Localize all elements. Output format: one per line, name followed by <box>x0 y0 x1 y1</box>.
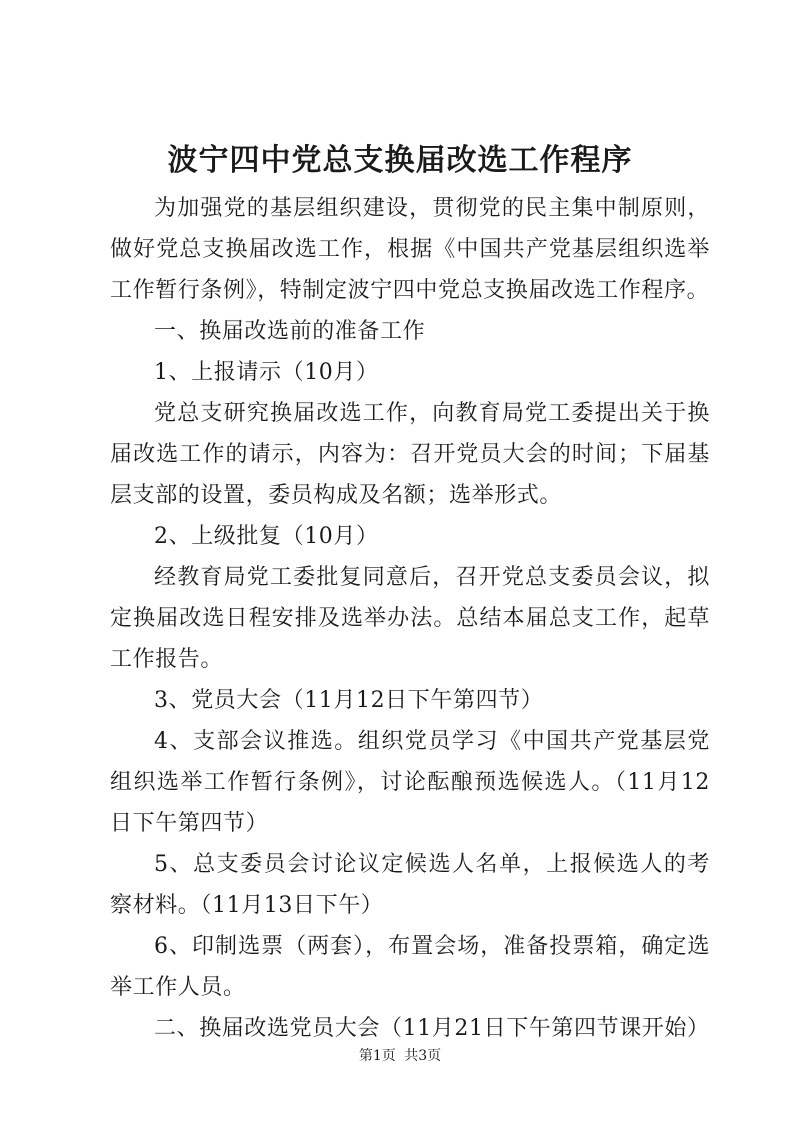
document-title: 波宁四中党总支换届改选工作程序 <box>167 143 633 178</box>
page-footer <box>0 1046 800 1066</box>
item-branch-meeting: 4、支部会议推选。组织党员学习《中国共产党基层党组织选举工作暂行条例》，讨论酝酿预选候选人。（11月12日下午第四节） <box>110 729 710 836</box>
item-heading-approval: 2、上级批复（10月） <box>154 524 379 549</box>
page-total: 共3页 <box>404 1048 442 1064</box>
section-heading-election-meeting: 二、换届改选党员大会（11月21日下午第四节课开始） <box>154 1016 710 1041</box>
document-body <box>110 188 710 1049</box>
paragraph-approval: 经教育局党工委批复同意后，召开党总支委员会议，拟定换届改选日程安排及选举办法。总结本届总支工作，起草工作报告。 <box>110 565 710 672</box>
section-heading-preparation: 一、换届改选前的准备工作 <box>154 319 426 344</box>
page-number: 第1页 <box>358 1048 396 1064</box>
item-members-meeting: 3、党员大会（11月12日下午第四节） <box>154 688 544 713</box>
paragraph-intro: 为加强党的基层组织建设，贯彻党的民主集中制原则，做好党总支换届改选工作，根据《中国共产党基层组织选举工作暂行条例》，特制定波宁四中党总支换届改选工作程序。 <box>110 196 710 303</box>
item-candidate-list: 5、总支委员会讨论议定候选人名单，上报候选人的考察材料。（11月13日下午） <box>110 852 710 918</box>
paragraph-report-request: 党总支研究换届改选工作，向教育局党工委提出关于换届改选工作的请示，内容为：召开党员大会的时间；下届基层支部的设置，委员构成及名额；选举形式。 <box>110 401 710 508</box>
item-ballot-preparation: 6、印制选票（两套），布置会场，准备投票箱，确定选举工作人员。 <box>110 934 710 1000</box>
item-heading-report-request: 1、上报请示（10月） <box>154 360 379 385</box>
